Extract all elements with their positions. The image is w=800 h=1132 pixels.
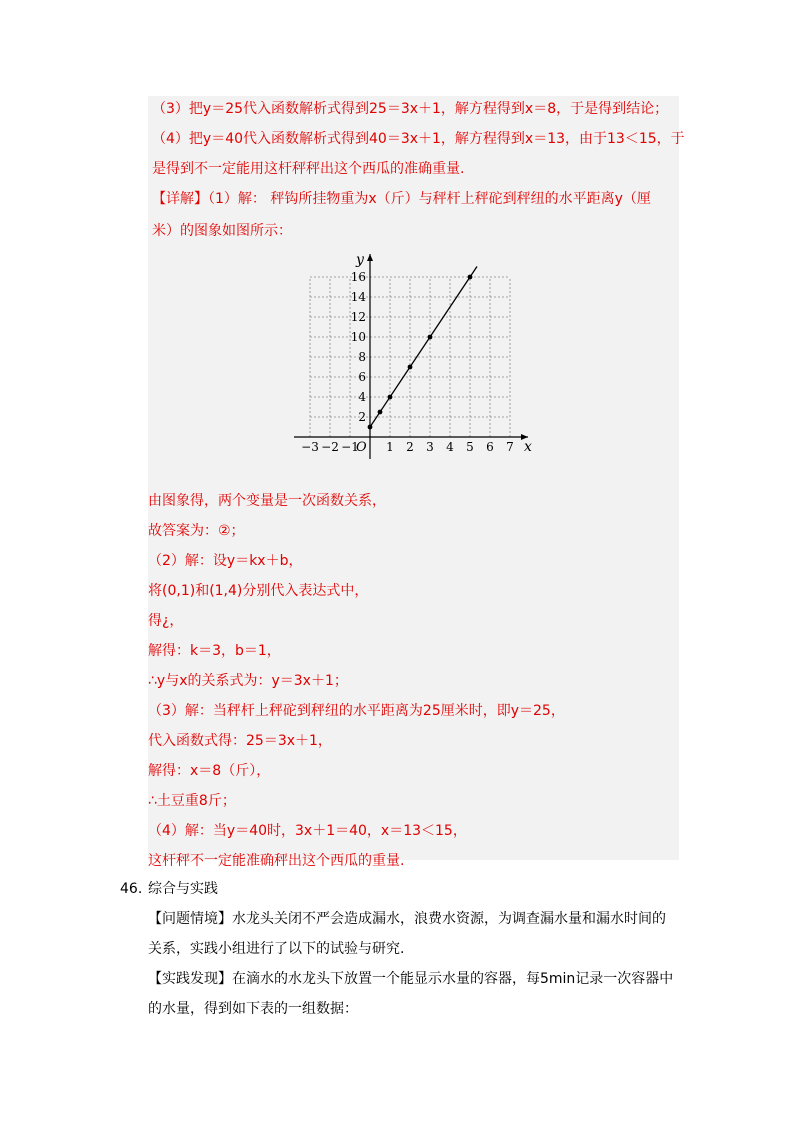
part3-line-4: ∴土豆重8斤； xyxy=(148,793,236,809)
part2-get: 得¿， xyxy=(148,613,184,629)
y-tick-label: 14 xyxy=(350,290,366,304)
x-tick-label: −1 xyxy=(341,440,359,454)
x-tick-label: −2 xyxy=(321,440,339,454)
x-tick-label: 3 xyxy=(426,440,434,454)
graph-grid xyxy=(310,277,510,437)
hint-3: （3）把y＝25代入函数解析式得到25＝3x＋1，解方程得到x＝8，于是得到结论； xyxy=(152,101,669,117)
x-tick-label: −3 xyxy=(301,440,319,454)
part4-line-1: （4）解：当y＝40时，3x＋1＝40，x＝13＜15， xyxy=(148,823,467,839)
y-tick-label: 6 xyxy=(358,370,366,384)
part2-substitute: 将(0,1)和(1,4)分别代入表达式中， xyxy=(148,583,369,599)
y-tick-label: 12 xyxy=(350,310,366,324)
answer-text: 故答案为：②； xyxy=(148,523,245,539)
part3-line-2: 代入函数式得：25＝3x＋1， xyxy=(148,733,332,749)
origin-label: O xyxy=(356,440,367,455)
detail-line-1: 【详解】（1）解： 秤钩所挂物重为x（斤）与秤杆上秤砣到秤纽的水平距离y（厘 xyxy=(152,191,651,207)
hint-4-line-2: 是得到不一定能用这杆秤秤出这个西瓜的准确重量. xyxy=(152,161,465,177)
detail-line-2: 米）的图象如图所示： xyxy=(152,223,292,239)
x-axis-label: x xyxy=(524,439,532,455)
situation-line-2: 关系，实践小组进行了以下的试验与研究. xyxy=(148,941,405,957)
x-tick-label: 4 xyxy=(446,440,454,454)
discovery-line-1: 【实践发现】在滴水的水龙头下放置一个能显示水量的容器，每5min记录一次容器中 xyxy=(148,971,674,987)
part2-set: （2）解：设y＝kx＋b， xyxy=(148,553,303,569)
graph-series xyxy=(368,267,477,430)
y-tick-label: 4 xyxy=(358,390,366,404)
data-point xyxy=(428,335,433,340)
y-tick-label: 10 xyxy=(350,330,366,344)
part3-line-1: （3）解：当秤杆上秤砣到秤纽的水平距离为25厘米时，即y＝25， xyxy=(148,703,565,719)
problem-title: 综合与实践 xyxy=(148,881,218,897)
data-point xyxy=(388,395,393,400)
part3-line-3: 解得：x＝8（斤）， xyxy=(148,763,271,779)
x-tick-label: 5 xyxy=(466,440,474,454)
x-tick-label: 7 xyxy=(506,440,514,454)
y-axis-label: y xyxy=(356,252,364,268)
part4-line-2: 这杆秤不一定能准确秤出这个西瓜的重量. xyxy=(148,853,405,869)
graph-tick-labels xyxy=(301,270,514,454)
y-tick-label: 8 xyxy=(358,350,366,364)
situation-line-1: 【问题情境】水龙头关闭不严会造成漏水，浪费水资源，为调查漏水量和漏水时间的 xyxy=(148,911,666,927)
data-point xyxy=(368,425,373,430)
series-line xyxy=(370,267,477,428)
discovery-line-2: 的水量，得到如下表的一组数据： xyxy=(148,1001,358,1017)
linear-function-graph xyxy=(290,250,540,465)
from-graph-text: 由图象得，两个变量是一次函数关系， xyxy=(148,493,386,509)
y-tick-label: 16 xyxy=(350,270,366,284)
y-tick-label: 2 xyxy=(358,410,366,424)
data-point xyxy=(408,365,413,370)
data-point xyxy=(378,410,383,415)
y-axis-arrow xyxy=(367,254,373,261)
part2-solve: 解得：k＝3，b＝1， xyxy=(148,643,281,659)
problem-number: 46. xyxy=(120,881,143,897)
x-tick-label: 6 xyxy=(486,440,494,454)
data-point xyxy=(468,275,473,280)
hint-4-line-1: （4）把y＝40代入函数解析式得到40＝3x＋1，解方程得到x＝13，由于13＜15，于 xyxy=(152,131,685,147)
x-tick-label: 2 xyxy=(406,440,414,454)
part2-relation: ∴y与x的关系式为：y＝3x＋1； xyxy=(148,673,348,689)
x-tick-label: 1 xyxy=(386,440,394,454)
